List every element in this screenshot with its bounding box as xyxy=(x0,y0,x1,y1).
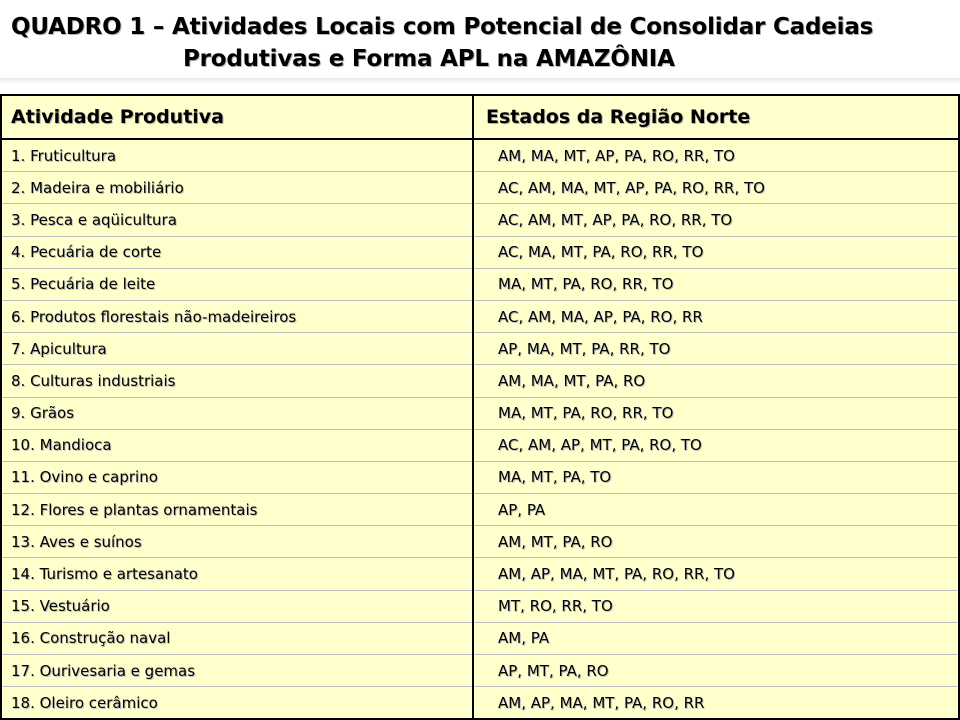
activity-cell: 9. Grãos xyxy=(1,397,473,429)
table-row xyxy=(1,204,959,236)
table-row xyxy=(1,236,959,268)
states-cell: MA, MT, PA, RO, RR, TO xyxy=(473,397,959,429)
states-cell: AC, AM, MT, AP, PA, RO, RR, TO xyxy=(473,204,959,236)
states-cell: AM, MA, MT, PA, RO xyxy=(473,365,959,397)
table-row xyxy=(1,397,959,429)
states-cell: AM, PA xyxy=(473,622,959,654)
title-divider xyxy=(0,78,960,84)
states-cell: AC, AM, MA, AP, PA, RO, RR xyxy=(473,300,959,332)
table-row xyxy=(1,429,959,461)
table-row xyxy=(1,590,959,622)
activity-cell: 10. Mandioca xyxy=(1,429,473,461)
states-cell: AP, MA, MT, PA, RR, TO xyxy=(473,333,959,365)
title-area xyxy=(0,0,960,88)
activity-cell: 17. Ourivesaria e gemas xyxy=(1,655,473,687)
activity-cell: 11. Ovino e caprino xyxy=(1,461,473,493)
states-cell: AM, AP, MA, MT, PA, RO, RR, TO xyxy=(473,558,959,590)
table-row xyxy=(1,494,959,526)
table-row xyxy=(1,268,959,300)
states-cell: AP, PA xyxy=(473,494,959,526)
table-row xyxy=(1,333,959,365)
states-cell: MA, MT, PA, TO xyxy=(473,461,959,493)
table-row xyxy=(1,300,959,332)
states-cell: MT, RO, RR, TO xyxy=(473,590,959,622)
activities-table xyxy=(0,94,960,720)
column-header-states: Estados da Região Norte xyxy=(473,95,959,139)
activity-cell: 3. Pesca e aqüicultura xyxy=(1,204,473,236)
states-cell: AP, MT, PA, RO xyxy=(473,655,959,687)
activity-cell: 12. Flores e plantas ornamentais xyxy=(1,494,473,526)
table-row xyxy=(1,655,959,687)
activity-cell: 15. Vestuário xyxy=(1,590,473,622)
states-cell: AC, MA, MT, PA, RO, RR, TO xyxy=(473,236,959,268)
activity-cell: 7. Apicultura xyxy=(1,333,473,365)
page-title-line-2: Produtivas e Forma APL na AMAZÔNIA xyxy=(183,46,675,72)
activity-cell: 4. Pecuária de corte xyxy=(1,236,473,268)
table-row xyxy=(1,622,959,654)
activity-cell: 2. Madeira e mobiliário xyxy=(1,172,473,204)
activity-cell: 16. Construção naval xyxy=(1,622,473,654)
activity-cell: 6. Produtos florestais não-madeireiros xyxy=(1,300,473,332)
states-cell: AM, MT, PA, RO xyxy=(473,526,959,558)
activity-cell: 5. Pecuária de leite xyxy=(1,268,473,300)
states-cell: MA, MT, PA, RO, RR, TO xyxy=(473,268,959,300)
activity-cell: 8. Culturas industriais xyxy=(1,365,473,397)
table-row xyxy=(1,526,959,558)
states-cell: AM, AP, MA, MT, PA, RO, RR xyxy=(473,687,959,720)
column-header-activity: Atividade Produtiva xyxy=(1,95,473,139)
table-header-row xyxy=(1,95,959,139)
page-title-line-1: QUADRO 1 – Atividades Locais com Potencial de Consolidar Cadeias xyxy=(11,14,874,40)
activity-cell: 1. Fruticultura xyxy=(1,139,473,172)
table-row xyxy=(1,139,959,172)
table-row xyxy=(1,172,959,204)
states-cell: AC, AM, AP, MT, PA, RO, TO xyxy=(473,429,959,461)
activity-cell: 14. Turismo e artesanato xyxy=(1,558,473,590)
activity-cell: 18. Oleiro cerâmico xyxy=(1,687,473,720)
states-cell: AC, AM, MA, MT, AP, PA, RO, RR, TO xyxy=(473,172,959,204)
activity-cell: 13. Aves e suínos xyxy=(1,526,473,558)
table-body xyxy=(1,139,959,719)
states-cell: AM, MA, MT, AP, PA, RO, RR, TO xyxy=(473,139,959,172)
table-row xyxy=(1,687,959,720)
table-row xyxy=(1,365,959,397)
table-row xyxy=(1,558,959,590)
table-row xyxy=(1,461,959,493)
